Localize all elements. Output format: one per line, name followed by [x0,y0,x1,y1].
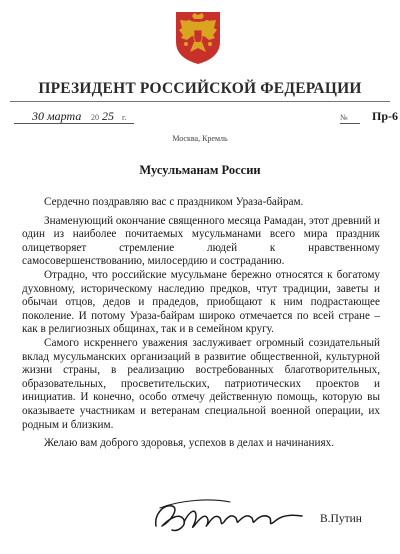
signer-name: В.Путин [320,513,362,525]
document-number-label: № [340,113,348,122]
header-divider [10,101,390,102]
document-number: Пр-6 [372,109,399,123]
letter-paragraph: Отрадно, что российские мусульмане бережно относятся к богатому духовному, историческому наследию предков, чтут традиции, заветы и обычаи отцов, дедов и прадедов, приобщают к ним подрастающее поколение. И потому Ураза-байрам широко отмечается по всей стране – как в религиозных общинах, так и в семейном кругу. [22,268,380,336]
letter-body [22,196,380,451]
letter-paragraph: Желаю вам доброго здоровья, успехов в делах и начинаниях. [44,437,335,450]
date-year: 25 [102,109,114,123]
letter-addressee: Мусульманам России [139,163,261,177]
date-day-month: 30 марта [32,109,82,123]
letter-paragraph: Знаменующий окончание священного месяца Рамадан, этот древний и один из наиболее почитаемых мусульманами всего мира праздник олицетворяет стремление людей к нравственному самосовершенствованию, милосердию и состраданию. [22,214,380,268]
date-year-prefix: 20 [91,113,99,122]
document-date [14,109,134,124]
letter-paragraph: Сердечно поздравляю вас с праздником Ураза-байрам. [44,196,304,208]
date-year-suffix: г. [122,113,127,122]
letter-paragraph: Самого искреннего уважения заслуживает огромный созидательный вклад мусульманских организаций в развитие общественной, культурной жизни страны, в реализацию востребованных благотворительных, образовательных, просветительских, патриотических проектов и инициатив. И конечно, особо отмечу действенную помощь, которую вы оказываете участникам и ветеранам специальной военной операции, их родным и близким. [22,336,380,431]
document-number-underline [340,123,360,124]
document-place: Москва, Кремль [172,134,228,143]
handwritten-signature [150,496,310,538]
issuer-title: ПРЕЗИДЕНТ РОССИЙСКОЙ ФЕДЕРАЦИИ [38,80,362,97]
russian-coat-of-arms-icon [172,8,224,66]
